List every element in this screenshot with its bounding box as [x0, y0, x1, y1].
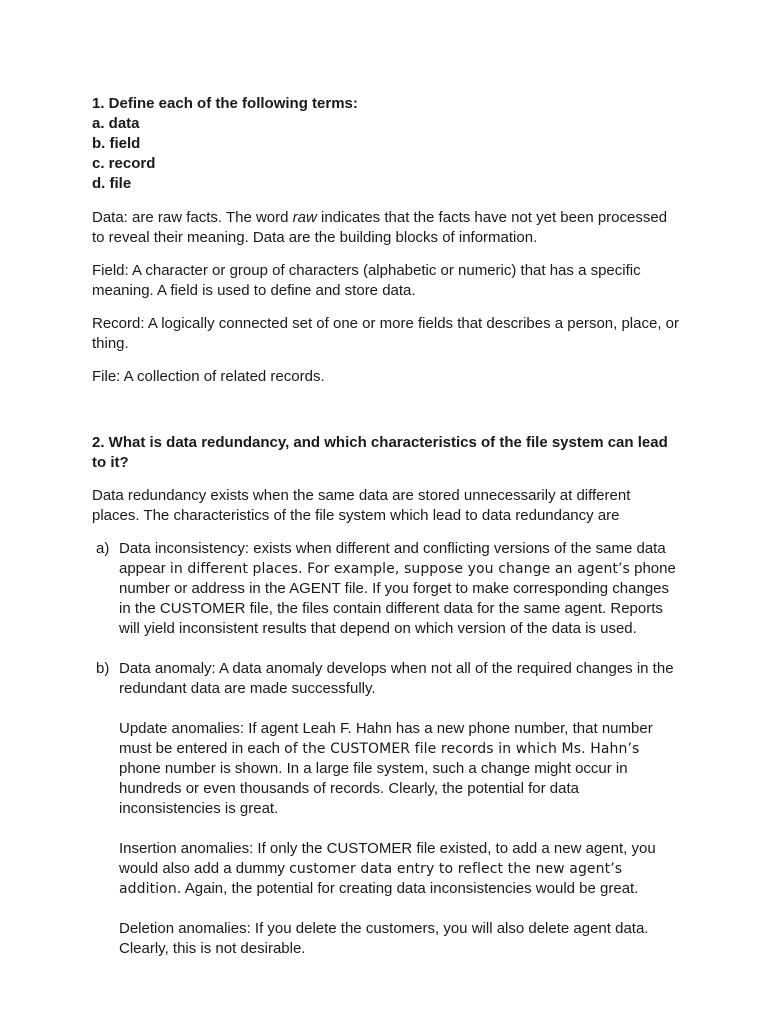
- item-a-text-3: phone number or address in the AGENT file. If you forget to make corresponding changes in the CUSTOMER file, the files contain different data for the same agent. Reports will yield inconsistent results that depend on which version of the data is used.: [119, 560, 676, 637]
- definition-data-emphasis: raw: [292, 209, 317, 226]
- definition-file: File: A collection of related records.: [92, 368, 325, 385]
- term-item: a. data: [92, 115, 140, 132]
- term-item: d. file: [92, 175, 132, 192]
- question-2-intro: Data redundancy exists when the same data are stored unnecessarily at different places. The characteristics of the file system which lead to data redundancy are: [92, 487, 631, 524]
- list-item-a: [92, 539, 682, 639]
- insertion-anomalies: [119, 839, 682, 899]
- deletion-anomalies: Deletion anomalies: If you delete the customers, you will also delete agent data. Clearly, this is not desirable.: [119, 920, 649, 957]
- definition-record: Record: A logically connected set of one or more fields that describes a person, place, or thing.: [92, 315, 679, 352]
- update-text-2: of the CUSTOMER file records in which Ms. Hahn’s: [284, 741, 640, 757]
- document-page: [92, 94, 682, 959]
- update-text-3: phone number is shown. In a large file system, such a change might occur in hundreds or even thousands of records. Clearly, the potential for data inconsistencies is great.: [119, 760, 628, 817]
- list-marker: b): [96, 660, 110, 677]
- update-text-1: Update anomalies: If agent Leah F. Hahn has a new phone number, that number must be entered in each: [119, 720, 653, 757]
- question-1-title: 1. Define each of the following terms:: [92, 95, 358, 112]
- insert-text-1: Insertion anomalies: If only the CUSTOMER file existed, to add a new agent, you would also add a dummy: [119, 840, 656, 877]
- item-b-text: Data anomaly: A data anomaly develops when not all of the required changes in the redundant data are made successfully.: [119, 660, 674, 697]
- item-a-text-2: in different places. For example, suppose you change an agent’s: [169, 561, 630, 577]
- term-item: c. record: [92, 155, 156, 172]
- definition-data: [92, 208, 682, 248]
- definition-field: Field: A character or group of characters (alphabetic or numeric) that has a specific meaning. A field is used to define and store data.: [92, 262, 641, 299]
- definition-data-post: indicates that the facts have not yet been processed to reveal their meaning. Data are the building blocks of information.: [92, 209, 668, 246]
- question-2-title: 2. What is data redundancy, and which characteristics of the file system can lead to it?: [92, 434, 668, 471]
- list-marker: a): [96, 540, 110, 557]
- definition-data-pre: Data: are raw facts. The word: [92, 209, 293, 226]
- update-anomalies: [119, 719, 682, 819]
- insert-text-2: customer data entry to reflect the new agent’s addition.: [119, 861, 623, 897]
- list-item-b: [92, 659, 682, 959]
- insert-text-3: Again, the potential for creating data inconsistencies would be great.: [181, 880, 639, 897]
- item-a-text-1: Data inconsistency: exists when different and conflicting versions of the same data appear: [119, 540, 666, 577]
- term-list: [92, 114, 682, 194]
- term-item: b. field: [92, 135, 141, 152]
